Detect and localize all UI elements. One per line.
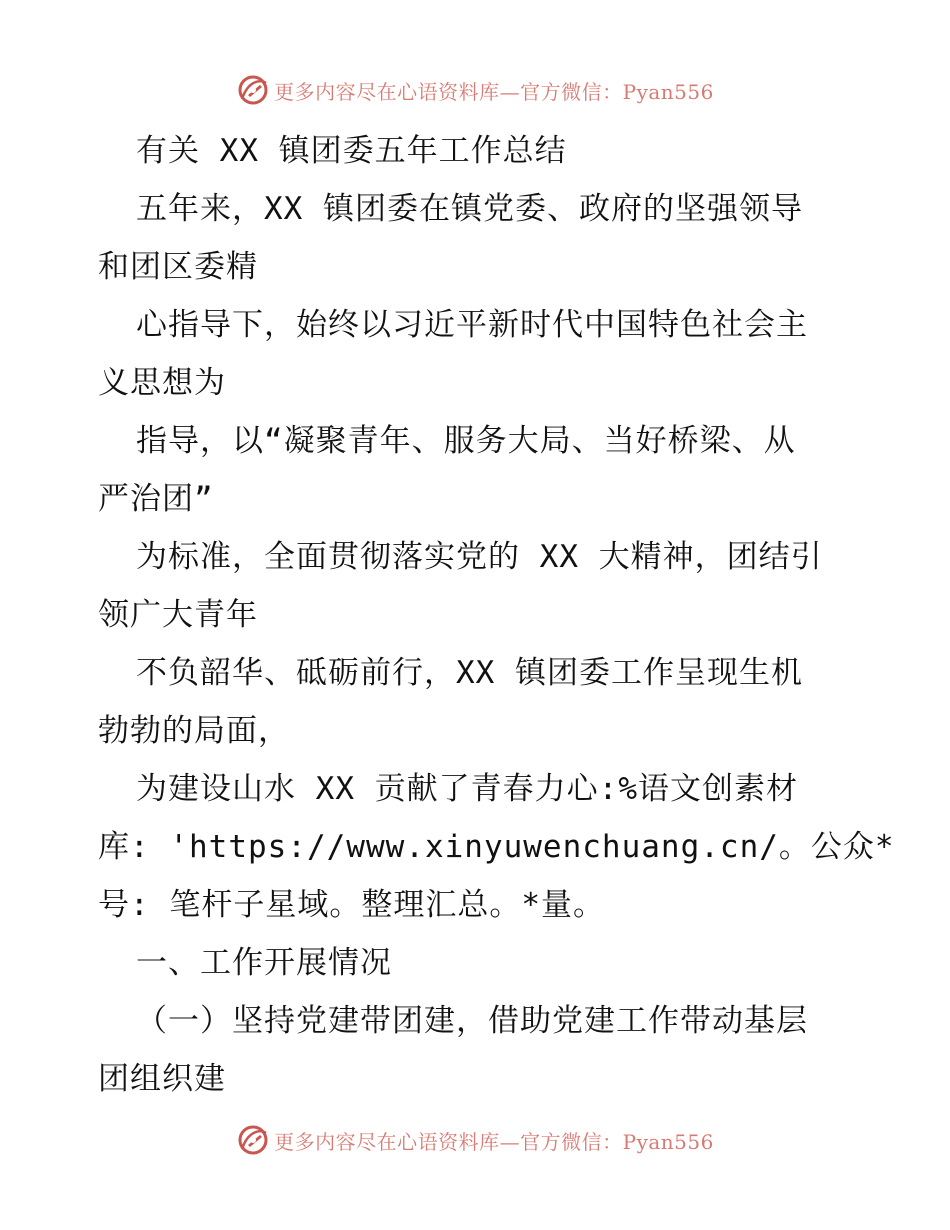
header-watermark xyxy=(0,72,950,108)
footer-watermark xyxy=(0,1122,950,1158)
document-title: 有关 XX 镇团委五年工作总结 xyxy=(136,133,567,169)
section-heading: 一、工作开展情况 xyxy=(136,945,392,981)
paragraph-line: 指导，以“凝聚青年、服务大局、当好桥梁、从 xyxy=(136,423,796,459)
document-body xyxy=(98,122,895,1108)
watermark-text: 更多内容尽在心语资料库—官方微信：Pyan556 xyxy=(274,79,714,104)
paragraph-line: 勃勃的局面， xyxy=(98,713,290,749)
subsection-heading: （一）坚持党建带团建，借助党建工作带动基层 xyxy=(136,1003,808,1039)
paragraph-line: 为建设山水 XX 贡献了青春力心:%语文创素材 xyxy=(136,771,798,807)
paragraph-line: 不负韶华、砥砺前行，XX 镇团委工作呈现生机 xyxy=(136,655,803,691)
paragraph-line: 义思想为 xyxy=(98,365,226,401)
watermark-text: 更多内容尽在心语资料库—官方微信：Pyan556 xyxy=(274,1129,714,1154)
paragraph-line: 库: 'https://www.xinyuwenchuang.cn/。公众* xyxy=(98,829,895,865)
paragraph-line: 五年来，XX 镇团委在镇党委、政府的坚强领导 xyxy=(136,191,803,227)
paragraph-line: 号: 笔杆子星域。整理汇总。*量。 xyxy=(98,887,605,923)
paragraph-line: 领广大青年 xyxy=(98,597,258,633)
paragraph-line: 和团区委精 xyxy=(98,249,258,285)
pen-swirl-logo-icon xyxy=(236,1123,270,1157)
paragraph-line: 心指导下，始终以习近平新时代中国特色社会主 xyxy=(136,307,808,343)
pen-swirl-logo-icon xyxy=(236,73,270,107)
paragraph-line: 为标准，全面贯彻落实党的 XX 大精神，团结引 xyxy=(136,539,823,575)
paragraph-line: 团组织建 xyxy=(98,1061,226,1097)
paragraph-line: 严治团” xyxy=(98,481,214,517)
